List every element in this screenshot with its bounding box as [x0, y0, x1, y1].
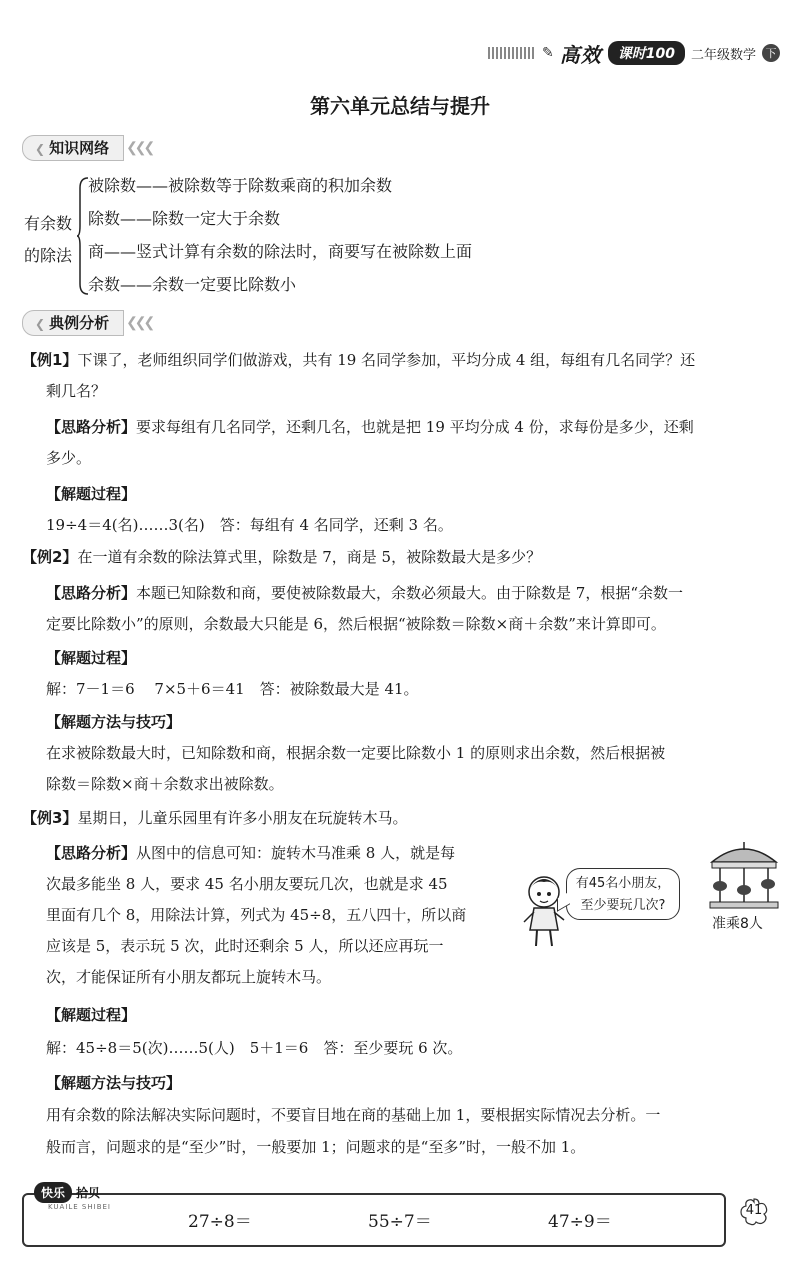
- method-label: 【解题方法与技巧】: [46, 713, 182, 731]
- example-3-method: 用有余数的除法解决实际问题时，不要盲目地在商的基础上加 1，要根据实际情况去分析。一: [46, 1106, 661, 1124]
- example-3-question: 【例3】星期日，儿童乐园里有许多小朋友在玩旋转木马。: [22, 809, 408, 827]
- process-label: 【解题过程】: [46, 1006, 137, 1024]
- book-icon: ✎: [542, 45, 554, 61]
- example-1-analysis: 【思路分析】要求每组有几名同学，还剩几名，也就是把 19 平均分成 4 份，求每份是多少，还剩: [46, 418, 694, 436]
- series-name: 课时100: [608, 41, 685, 65]
- grade-subject: 二年级数学: [690, 47, 756, 63]
- example-1-solution: 19÷4＝4(名)……3(名) 答：每组有 4 名同学，还剩 3 名。: [46, 516, 453, 534]
- knowledge-item: 余数——余数一定要比除数小: [88, 275, 297, 294]
- knowledge-item: 被除数——被除数等于除数乘商的积加余数: [88, 176, 393, 195]
- section-heading: ❮ 知识网络: [22, 135, 124, 161]
- section-heading: ❮ 典例分析: [22, 310, 124, 336]
- example-2-method: 在求被除数最大时，已知除数和商，根据余数一定要比除数小 1 的原则求出余数，然后根据被: [46, 744, 666, 762]
- badge-subtitle: KUAILE SHIBEI: [48, 1203, 111, 1211]
- page-number: 41: [745, 1203, 763, 1218]
- section-banner-knowledge: [22, 135, 152, 161]
- example-2-question: 【例2】在一道有余数的除法算式里，除数是 7，商是 5，被除数最大是多少？: [22, 548, 542, 566]
- example-3-method-cont: 般而言，问题求的是“至少”时，一般要加 1；问题求的是“至多”时，一般不加 1。: [46, 1138, 586, 1156]
- page-title: 第六单元总结与提升: [310, 94, 490, 118]
- example-1-analysis-cont: 多少。: [46, 449, 92, 467]
- speech-bubble: 有45名小朋友， 至少要玩几次?: [566, 868, 680, 920]
- example-3-analysis-line: 次，才能保证所有小朋友都玩上旋转木马。: [46, 968, 332, 986]
- chevron-left-icon: ❮❮❮: [126, 140, 153, 156]
- example-2-method-cont: 除数＝除数×商＋余数求出被除数。: [46, 775, 284, 793]
- example-3-analysis-line: 应该是 5，表示玩 5 次，此时还剩余 5 人，所以还应再玩一: [46, 937, 444, 955]
- example-tag: 【例2】: [22, 548, 78, 566]
- dot-pattern: [488, 47, 536, 59]
- example-tag: 【例1】: [22, 351, 78, 369]
- kuaile-shibei-badge: 快乐 拾贝: [34, 1182, 100, 1203]
- example-1-question-cont: 剩几名？: [46, 382, 107, 400]
- process-label: 【解题过程】: [46, 485, 137, 503]
- process-label: 【解题过程】: [46, 649, 137, 667]
- example-3-solution: 解：45÷8＝5(次)……5(人) 5＋1＝6 答：至少要玩 6 次。: [46, 1039, 463, 1057]
- example-3-analysis: 【思路分析】从图中的信息可知：旋转木马准乘 8 人，就是每: [46, 844, 456, 862]
- girl-illustration: [522, 870, 568, 950]
- knowledge-topic: 有余数 的除法: [24, 214, 73, 265]
- method-label: 【解题方法与技巧】: [46, 1074, 182, 1092]
- chevron-left-icon: ❮❮❮: [126, 315, 153, 331]
- example-2-analysis: 【思路分析】本题已知除数和商，要使被除数最大，余数必须最大。由于除数是 7，根据“余数一: [46, 584, 683, 602]
- example-3-analysis-line: 次最多能坐 8 人，要求 45 名小朋友要玩几次，也就是求 45: [46, 875, 448, 893]
- example-tag: 【例3】: [22, 809, 78, 827]
- example-3-analysis-line: 里面有几个 8，用除法计算，列式为 45÷8，五八四十，所以商: [46, 906, 467, 924]
- example-1-question: 【例1】下课了，老师组织同学们做游戏，共有 19 名同学参加，平均分成 4 组，每组有几名同学？还: [22, 351, 696, 369]
- practice-problem: 27÷8＝: [188, 1212, 252, 1232]
- section-banner-examples: [22, 310, 152, 336]
- knowledge-item: 除数——除数一定大于余数: [88, 209, 281, 228]
- example-2-analysis-cont: 定要比除数小”的原则，余数最大只能是 6，然后根据“被除数＝除数×商＋余数”来计算即可。: [46, 615, 666, 633]
- practice-problem: 55÷7＝: [368, 1212, 432, 1232]
- brand-name: 高效: [559, 42, 602, 67]
- knowledge-item: 商——竖式计算有余数的除法时，商要写在被除数上面: [88, 242, 473, 261]
- carousel-label: 准乘8人: [712, 916, 763, 932]
- page-header: [488, 38, 780, 68]
- volume-badge: 下: [762, 44, 780, 62]
- carousel-icon: [706, 840, 782, 912]
- practice-problem: 47÷9＝: [548, 1212, 612, 1232]
- example-2-solution: 解：7－1＝6 7×5＋6＝41 答：被除数最大是 41。: [46, 680, 419, 698]
